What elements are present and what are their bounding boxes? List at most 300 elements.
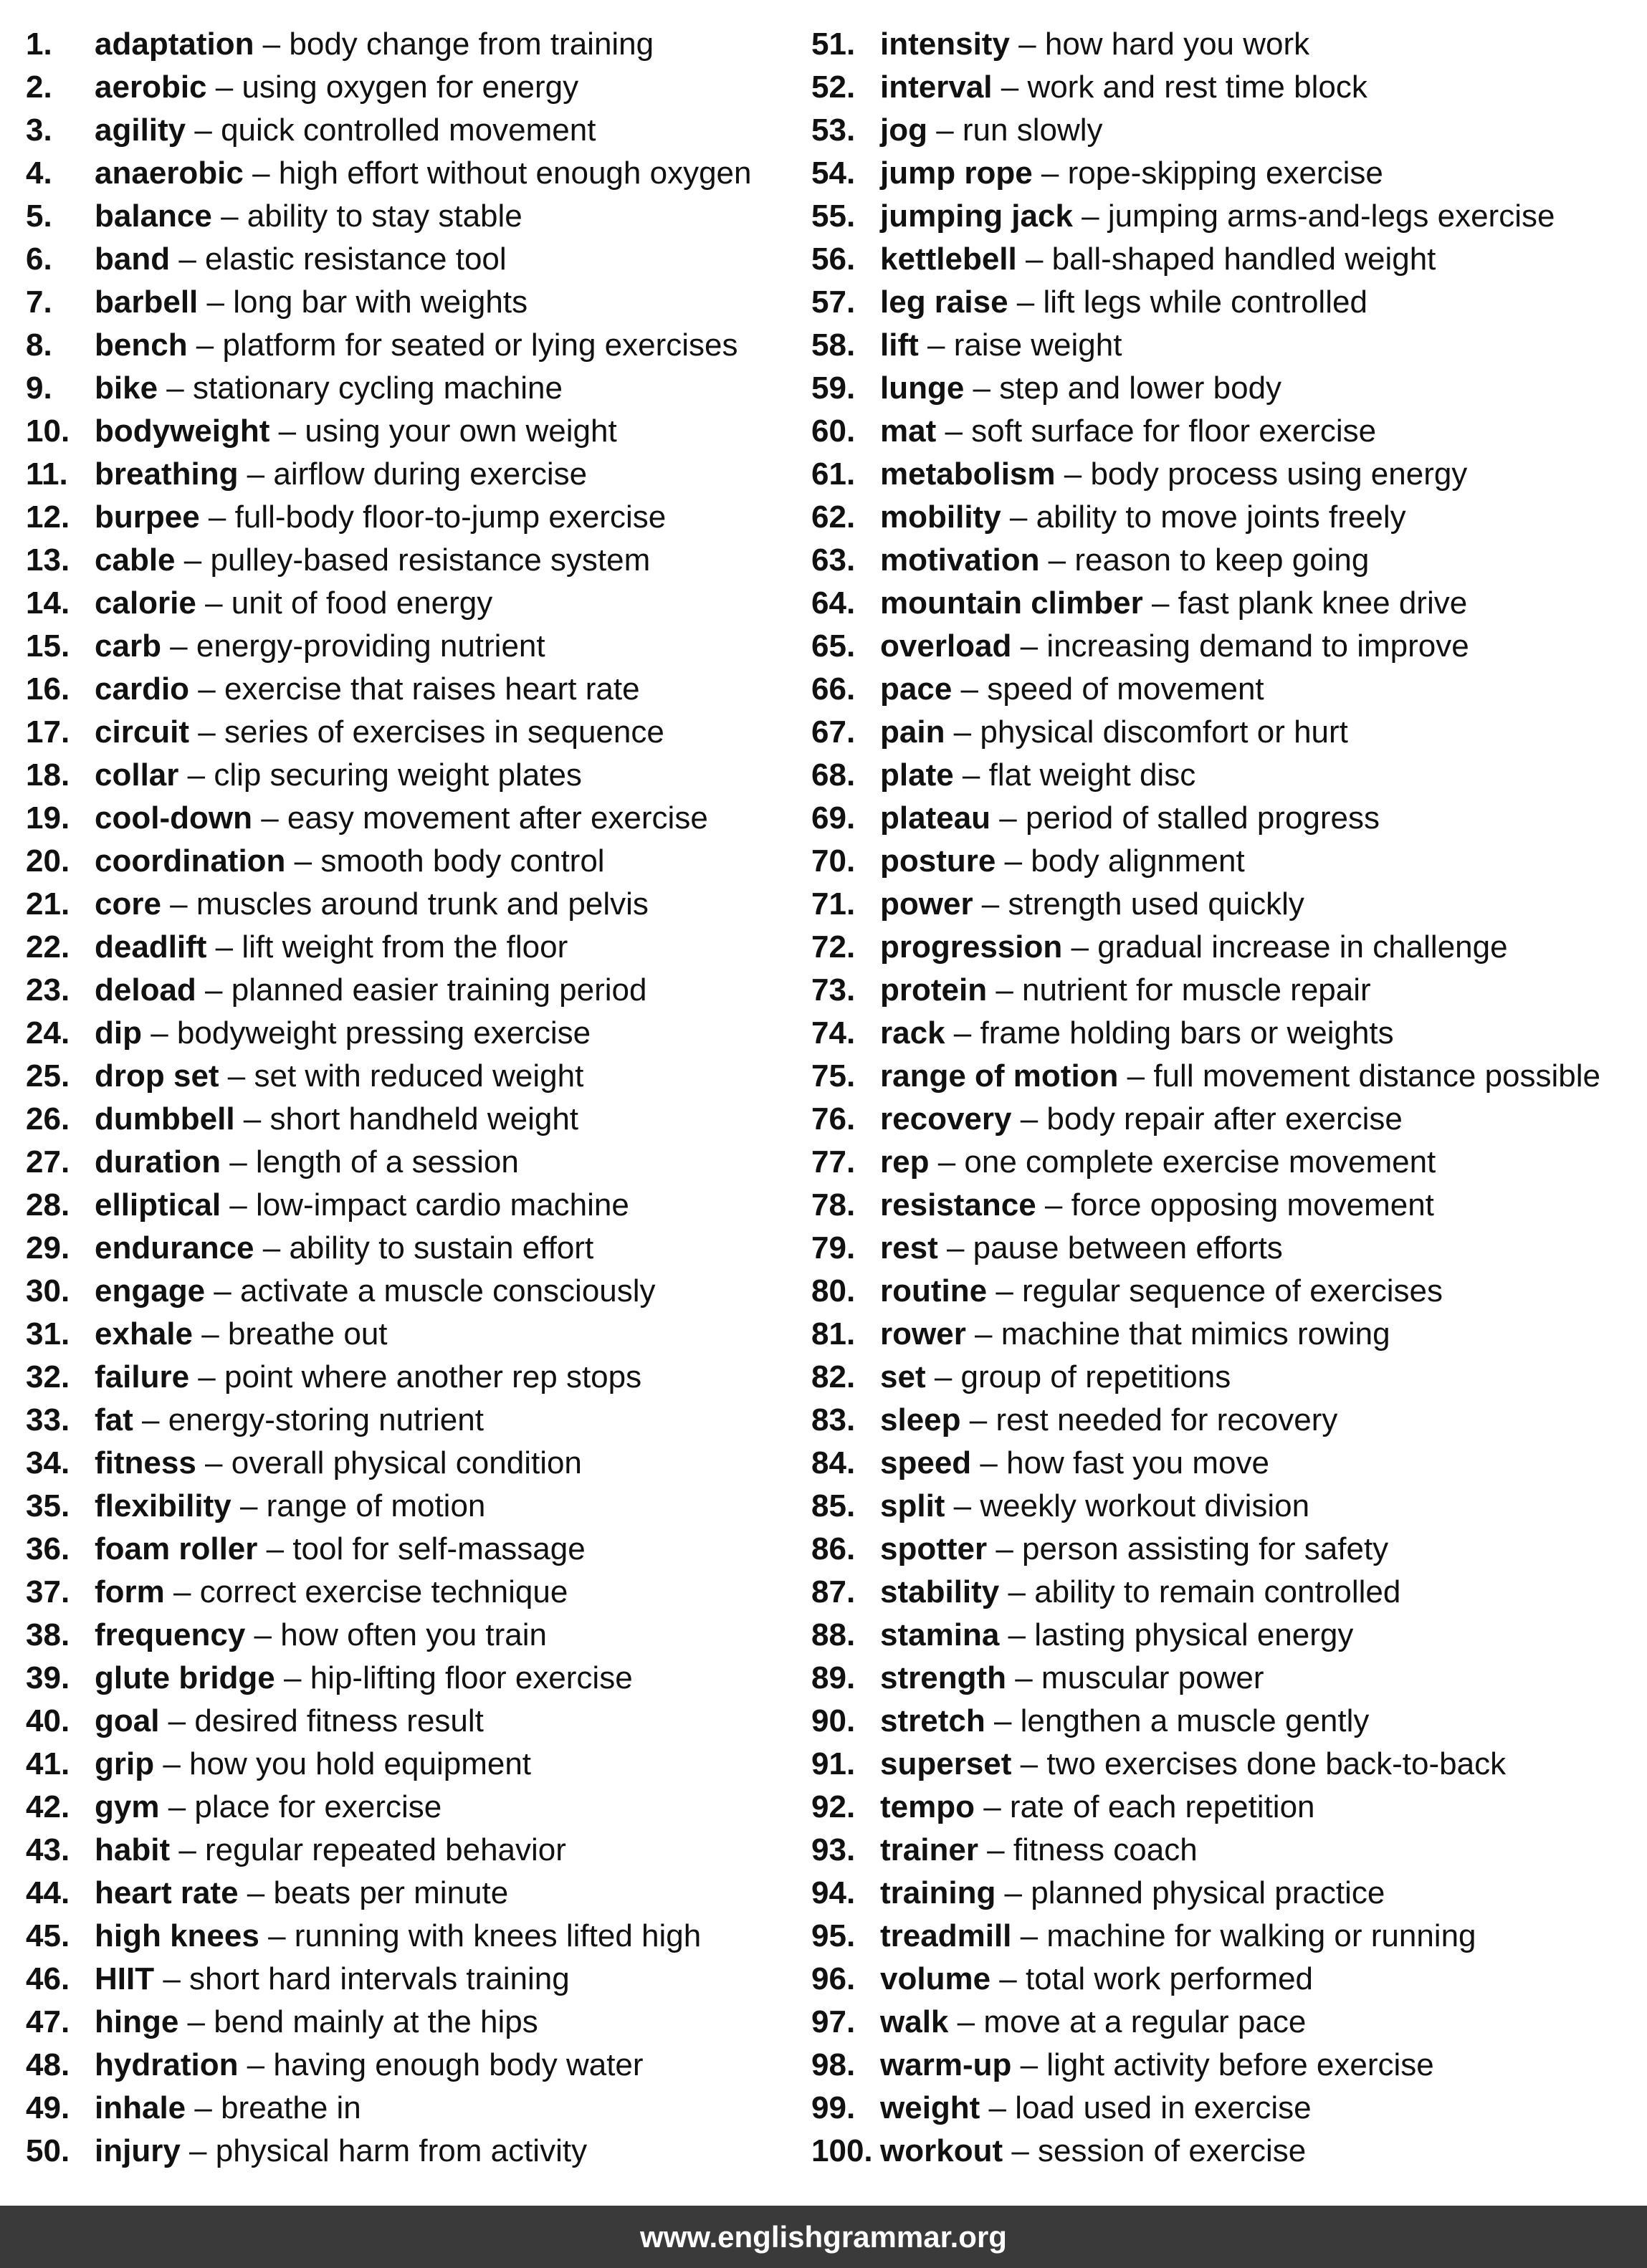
- vocabulary-entry: [811, 969, 1636, 1012]
- vocabulary-entry: [811, 1657, 1636, 1700]
- entry-term: glute bridge: [95, 1660, 275, 1695]
- entry-number: 41.: [26, 1746, 70, 1781]
- vocabulary-entry: [26, 1829, 807, 1872]
- entry-term: volume: [880, 1961, 991, 1996]
- entry-definition: how hard you work: [1044, 27, 1310, 62]
- entry-definition: exercise that raises heart rate: [224, 671, 640, 707]
- entry-separator: –: [245, 1617, 281, 1652]
- entry-separator: –: [980, 2090, 1016, 2125]
- vocabulary-entry: [26, 1313, 807, 1356]
- entry-term: circuit: [95, 714, 190, 750]
- entry-term: core: [95, 886, 161, 922]
- vocabulary-entry: [811, 711, 1636, 754]
- entry-number: 71.: [811, 886, 856, 922]
- entry-number: 53.: [811, 113, 856, 148]
- entry-term: breathing: [95, 456, 239, 492]
- entry-definition: step and lower body: [999, 370, 1282, 406]
- entry-number: 88.: [811, 1617, 856, 1652]
- entry-definition: running with knees lifted high: [294, 1918, 702, 1953]
- entry-separator: –: [274, 1660, 310, 1695]
- entry-number: 85.: [811, 1488, 856, 1523]
- entry-number: 73.: [811, 972, 856, 1008]
- entry-definition: rate of each repetition: [1009, 1789, 1315, 1824]
- vocabulary-entry: [26, 109, 807, 152]
- entry-term: warm-up: [880, 2047, 1012, 2082]
- vocabulary-entry: [26, 1614, 807, 1657]
- entry-term: duration: [95, 1144, 221, 1180]
- entry-separator: –: [973, 886, 1008, 922]
- entry-separator: –: [1011, 2047, 1047, 2082]
- entry-term: gym: [95, 1789, 160, 1824]
- entry-number: 2.: [26, 70, 52, 105]
- entry-definition: speed of movement: [987, 671, 1264, 707]
- entry-separator: –: [220, 1144, 256, 1180]
- entry-term: failure: [95, 1359, 190, 1394]
- entry-number: 75.: [811, 1058, 856, 1094]
- vocabulary-entry: [811, 1055, 1636, 1098]
- vocabulary-entry: [811, 668, 1636, 711]
- entry-number: 50.: [26, 2133, 70, 2168]
- entry-number: 31.: [26, 1316, 70, 1351]
- entry-separator: –: [927, 113, 963, 148]
- entry-definition: ability to move joints freely: [1036, 499, 1406, 535]
- entry-term: rep: [880, 1144, 930, 1180]
- entry-separator: –: [971, 1445, 1007, 1480]
- vocabulary-entry: [26, 625, 807, 668]
- vocabulary-entry: [811, 840, 1636, 883]
- vocabulary-entry: [811, 1442, 1636, 1485]
- entry-number: 9.: [26, 370, 52, 406]
- entry-definition: machine that mimics rowing: [1001, 1316, 1390, 1351]
- entry-separator: –: [1011, 1101, 1047, 1137]
- vocabulary-entry: [811, 238, 1636, 281]
- entry-definition: body alignment: [1031, 843, 1245, 879]
- entry-definition: breathe in: [221, 2090, 361, 2125]
- entry-number: 10.: [26, 413, 70, 449]
- vocabulary-entry: [26, 1700, 807, 1743]
- entry-number: 40.: [26, 1703, 70, 1738]
- entry-definition: point where another rep stops: [224, 1359, 642, 1394]
- entry-term: mountain climber: [880, 585, 1143, 621]
- entry-definition: clip securing weight plates: [214, 757, 582, 793]
- entry-definition: having enough body water: [273, 2047, 644, 2082]
- entry-term: stamina: [880, 1617, 1000, 1652]
- vocabulary-entry: [811, 496, 1636, 539]
- entry-term: engage: [95, 1273, 206, 1308]
- entry-number: 60.: [811, 413, 856, 449]
- vocabulary-entry: [811, 1399, 1636, 1442]
- entry-term: walk: [880, 2004, 949, 2039]
- entry-separator: –: [178, 757, 214, 793]
- entry-separator: –: [978, 1832, 1013, 1867]
- vocabulary-entry: [811, 582, 1636, 625]
- entry-definition: muscular power: [1041, 1660, 1264, 1695]
- entry-term: calorie: [95, 585, 196, 621]
- entry-definition: fast plank knee drive: [1178, 585, 1468, 621]
- entry-separator: –: [254, 27, 290, 62]
- entry-term: intensity: [880, 27, 1010, 62]
- vocabulary-entry: [26, 496, 807, 539]
- entry-definition: rope-skipping exercise: [1067, 155, 1383, 191]
- entry-definition: stationary cycling machine: [192, 370, 563, 406]
- entry-number: 18.: [26, 757, 70, 793]
- entry-definition: reason to keep going: [1074, 542, 1370, 578]
- entry-term: progression: [880, 929, 1063, 965]
- vocabulary-entry: [811, 1786, 1636, 1829]
- vocabulary-entry: [26, 410, 807, 453]
- vocabulary-entry: [811, 1915, 1636, 1958]
- vocabulary-entry: [811, 1141, 1636, 1184]
- entry-term: injury: [95, 2133, 181, 2168]
- entry-number: 82.: [811, 1359, 856, 1394]
- entry-term: range of motion: [880, 1058, 1119, 1094]
- entry-separator: –: [192, 1316, 228, 1351]
- entry-term: speed: [880, 1445, 972, 1480]
- entry-separator: –: [999, 1617, 1035, 1652]
- entry-number: 30.: [26, 1273, 70, 1308]
- entry-separator: –: [154, 1961, 190, 1996]
- entry-term: adaptation: [95, 27, 254, 62]
- entry-definition: how fast you move: [1006, 1445, 1269, 1480]
- vocabulary-entry: [26, 1958, 807, 2001]
- entry-number: 13.: [26, 542, 70, 578]
- entry-separator: –: [175, 542, 211, 578]
- entry-term: balance: [95, 198, 212, 234]
- entry-definition: physical discomfort or hurt: [980, 714, 1348, 750]
- entry-term: jog: [880, 113, 927, 148]
- vocabulary-entry: [811, 797, 1636, 840]
- entry-separator: –: [170, 241, 206, 277]
- entry-definition: energy-providing nutrient: [196, 628, 545, 664]
- entry-separator: –: [186, 113, 221, 148]
- vocabulary-entry: [811, 1485, 1636, 1528]
- entry-separator: –: [985, 1703, 1021, 1738]
- entry-separator: –: [231, 1488, 267, 1523]
- entry-definition: beats per minute: [273, 1875, 509, 1910]
- entry-definition: low-impact cardio machine: [256, 1187, 629, 1222]
- entry-definition: full movement distance possible: [1153, 1058, 1601, 1094]
- vocabulary-entry: [26, 453, 807, 496]
- entry-separator: –: [987, 1273, 1023, 1308]
- entry-definition: gradual increase in challenge: [1097, 929, 1508, 965]
- footer-bar: [0, 2206, 1647, 2268]
- vocabulary-entry: [26, 840, 807, 883]
- entry-term: mobility: [880, 499, 1001, 535]
- vocabulary-entry: [26, 1098, 807, 1141]
- entry-separator: –: [234, 1101, 270, 1137]
- entry-definition: hip-lifting floor exercise: [310, 1660, 633, 1695]
- vocabulary-entry: [811, 2044, 1636, 2087]
- entry-term: fat: [95, 1402, 133, 1437]
- entry-number: 68.: [811, 757, 856, 793]
- entry-term: posture: [880, 843, 996, 879]
- footer-url[interactable]: www.englishgrammar.org: [640, 2220, 1007, 2254]
- entry-definition: using oxygen for energy: [242, 70, 579, 105]
- entry-term: drop set: [95, 1058, 219, 1094]
- entry-separator: –: [243, 155, 279, 191]
- entry-definition: regular sequence of exercises: [1022, 1273, 1443, 1308]
- entry-term: bodyweight: [95, 413, 270, 449]
- entry-definition: body repair after exercise: [1046, 1101, 1403, 1137]
- entry-term: treadmill: [880, 1918, 1012, 1953]
- entry-definition: fitness coach: [1013, 1832, 1198, 1867]
- entry-term: frequency: [95, 1617, 246, 1652]
- vocabulary-entry: [26, 969, 807, 1012]
- entry-definition: group of repetitions: [960, 1359, 1231, 1394]
- entry-separator: –: [996, 843, 1031, 879]
- entry-term: grip: [95, 1746, 155, 1781]
- vocabulary-entry: [26, 1528, 807, 1571]
- entry-separator: –: [1008, 284, 1044, 320]
- entry-definition: session of exercise: [1038, 2133, 1307, 2168]
- entry-number: 11.: [26, 456, 68, 492]
- entry-number: 72.: [811, 929, 856, 965]
- entry-separator: –: [1072, 198, 1108, 234]
- vocabulary-entry: [811, 281, 1636, 324]
- entry-term: bench: [95, 327, 188, 363]
- entry-number: 52.: [811, 70, 856, 105]
- entry-separator: –: [960, 1402, 996, 1437]
- entry-number: 64.: [811, 585, 856, 621]
- entry-separator: –: [158, 370, 193, 406]
- entry-definition: airflow during exercise: [273, 456, 588, 492]
- entry-term: sleep: [880, 1402, 961, 1437]
- entry-term: foam roller: [95, 1531, 258, 1566]
- entry-term: overload: [880, 628, 1012, 664]
- entry-term: flexibility: [95, 1488, 231, 1523]
- entry-separator: –: [1062, 929, 1098, 965]
- entry-number: 74.: [811, 1015, 856, 1051]
- entry-number: 90.: [811, 1703, 856, 1738]
- entry-number: 62.: [811, 499, 856, 535]
- vocabulary-entry: [811, 109, 1636, 152]
- entry-term: HIIT: [95, 1961, 155, 1996]
- entry-number: 89.: [811, 1660, 856, 1695]
- entry-term: superset: [880, 1746, 1012, 1781]
- vocabulary-entry: [26, 195, 807, 238]
- right-column: [811, 23, 1636, 2173]
- entry-number: 6.: [26, 241, 52, 277]
- entry-definition: lengthen a muscle gently: [1020, 1703, 1370, 1738]
- entry-term: power: [880, 886, 973, 922]
- entry-term: form: [95, 1574, 165, 1609]
- entry-number: 86.: [811, 1531, 856, 1566]
- entry-separator: –: [206, 70, 242, 105]
- entry-definition: activate a muscle consciously: [239, 1273, 656, 1308]
- entry-number: 46.: [26, 1961, 70, 1996]
- entry-definition: place for exercise: [194, 1789, 442, 1824]
- entry-definition: one complete exercise movement: [964, 1144, 1436, 1180]
- entry-definition: work and rest time block: [1027, 70, 1367, 105]
- entry-definition: body change from training: [289, 27, 654, 62]
- vocabulary-entry: [811, 1184, 1636, 1227]
- entry-term: workout: [880, 2133, 1003, 2168]
- entry-definition: tool for self-massage: [292, 1531, 586, 1566]
- entry-separator: –: [205, 1273, 240, 1308]
- entry-number: 61.: [811, 456, 856, 492]
- entry-separator: –: [1009, 27, 1045, 62]
- entry-number: 35.: [26, 1488, 70, 1523]
- entry-number: 76.: [811, 1101, 856, 1137]
- entry-separator: –: [992, 70, 1028, 105]
- entry-separator: –: [1039, 542, 1075, 578]
- vocabulary-entry: [811, 539, 1636, 582]
- entry-definition: quick controlled movement: [221, 113, 596, 148]
- entry-number: 67.: [811, 714, 856, 750]
- vocabulary-entry: [26, 1184, 807, 1227]
- entry-term: dumbbell: [95, 1101, 235, 1137]
- entry-term: jumping jack: [880, 198, 1073, 234]
- entry-term: tempo: [880, 1789, 975, 1824]
- entry-definition: increasing demand to improve: [1046, 628, 1469, 664]
- entry-definition: machine for walking or running: [1046, 1918, 1476, 1953]
- vocabulary-entry: [811, 1958, 1636, 2001]
- vocabulary-entry: [26, 1055, 807, 1098]
- vocabulary-entry: [811, 1313, 1636, 1356]
- vocabulary-entry: [26, 238, 807, 281]
- entry-definition: unit of food energy: [231, 585, 493, 621]
- entry-number: 55.: [811, 198, 856, 234]
- vocabulary-entry: [26, 797, 807, 840]
- entry-number: 95.: [811, 1918, 856, 1953]
- entry-number: 39.: [26, 1660, 70, 1695]
- entry-term: split: [880, 1488, 945, 1523]
- entry-separator: –: [953, 757, 989, 793]
- entry-separator: –: [1032, 155, 1068, 191]
- entry-term: metabolism: [880, 456, 1056, 492]
- vocabulary-entry: [811, 1528, 1636, 1571]
- entry-term: rest: [880, 1230, 938, 1265]
- entry-number: 15.: [26, 628, 70, 664]
- entry-number: 97.: [811, 2004, 856, 2039]
- entry-number: 59.: [811, 370, 856, 406]
- vocabulary-entry: [26, 1657, 807, 1700]
- entry-separator: –: [1003, 2133, 1039, 2168]
- entry-definition: frame holding bars or weights: [980, 1015, 1394, 1051]
- vocabulary-entry: [26, 2044, 807, 2087]
- vocabulary-entry: [811, 66, 1636, 109]
- vocabulary-entry: [26, 66, 807, 109]
- entry-number: 78.: [811, 1187, 856, 1222]
- vocabulary-entry: [811, 754, 1636, 797]
- entry-separator: –: [170, 1832, 206, 1867]
- entry-separator: –: [180, 2133, 216, 2168]
- entry-term: mat: [880, 413, 937, 449]
- entry-number: 7.: [26, 284, 52, 320]
- vocabulary-entry: [811, 367, 1636, 410]
- entry-separator: –: [196, 972, 231, 1008]
- vocabulary-entry: [811, 1571, 1636, 1614]
- entry-term: fitness: [95, 1445, 196, 1480]
- entry-definition: range of motion: [266, 1488, 486, 1523]
- entry-number: 66.: [811, 671, 856, 707]
- vocabulary-entry: [811, 1098, 1636, 1141]
- entry-separator: –: [945, 1488, 980, 1523]
- entry-number: 51.: [811, 27, 856, 62]
- entry-separator: –: [196, 585, 231, 621]
- entry-definition: ball-shaped handled weight: [1051, 241, 1436, 277]
- entry-term: anaerobic: [95, 155, 244, 191]
- entry-number: 45.: [26, 1918, 70, 1953]
- entry-term: cool-down: [95, 800, 252, 836]
- vocabulary-entry: [26, 1743, 807, 1786]
- entry-number: 56.: [811, 241, 856, 277]
- entry-separator: –: [945, 714, 980, 750]
- entry-definition: ability to stay stable: [247, 198, 522, 234]
- entry-definition: lasting physical energy: [1034, 1617, 1354, 1652]
- entry-number: 24.: [26, 1015, 70, 1051]
- entry-number: 12.: [26, 499, 70, 535]
- entry-number: 99.: [811, 2090, 856, 2125]
- entry-term: kettlebell: [880, 241, 1017, 277]
- entry-separator: –: [238, 1875, 274, 1910]
- entry-definition: pulley-based resistance system: [210, 542, 651, 578]
- entry-term: bike: [95, 370, 158, 406]
- entry-term: cable: [95, 542, 176, 578]
- entry-separator: –: [964, 370, 1000, 406]
- entry-definition: correct exercise technique: [199, 1574, 568, 1609]
- entry-definition: lift weight from the floor: [242, 929, 568, 965]
- vocabulary-entry: [26, 1571, 807, 1614]
- entry-separator: –: [990, 1961, 1026, 1996]
- entry-definition: series of exercises in sequence: [224, 714, 664, 750]
- entry-separator: –: [187, 327, 223, 363]
- entry-term: cardio: [95, 671, 190, 707]
- entry-number: 42.: [26, 1789, 70, 1824]
- entry-definition: ability to sustain effort: [289, 1230, 594, 1265]
- entry-separator: –: [1142, 585, 1178, 621]
- entry-term: hinge: [95, 2004, 179, 2039]
- entry-definition: how often you train: [280, 1617, 548, 1652]
- vocabulary-entry: [811, 324, 1636, 367]
- entry-separator: –: [189, 1359, 224, 1394]
- entry-number: 1.: [26, 27, 52, 62]
- entry-term: plate: [880, 757, 954, 793]
- entry-number: 57.: [811, 284, 856, 320]
- entry-number: 25.: [26, 1058, 70, 1094]
- entry-separator: –: [975, 1789, 1010, 1824]
- entry-separator: –: [269, 413, 305, 449]
- entry-definition: load used in exercise: [1015, 2090, 1312, 2125]
- vocabulary-entry: [26, 926, 807, 969]
- entry-number: 27.: [26, 1144, 70, 1180]
- entry-term: habit: [95, 1832, 171, 1867]
- entry-number: 26.: [26, 1101, 70, 1137]
- entry-number: 65.: [811, 628, 856, 664]
- entry-separator: –: [1036, 1187, 1071, 1222]
- entry-definition: period of stalled progress: [1025, 800, 1380, 836]
- entry-separator: –: [199, 499, 235, 535]
- entry-separator: –: [1011, 1918, 1047, 1953]
- entry-number: 84.: [811, 1445, 856, 1480]
- entry-separator: –: [936, 413, 972, 449]
- vocabulary-entry: [26, 754, 807, 797]
- entry-definition: desired fitness result: [194, 1703, 484, 1738]
- entry-term: motivation: [880, 542, 1040, 578]
- entry-separator: –: [189, 671, 224, 707]
- vocabulary-entry: [26, 1270, 807, 1313]
- vocabulary-entry: [26, 2130, 807, 2173]
- vocabulary-entry: [26, 23, 807, 66]
- entry-term: pace: [880, 671, 953, 707]
- entry-separator: –: [254, 1230, 290, 1265]
- entry-term: dip: [95, 1015, 142, 1051]
- entry-number: 8.: [26, 327, 52, 363]
- entry-definition: set with reduced weight: [254, 1058, 584, 1094]
- entry-number: 34.: [26, 1445, 70, 1480]
- entry-definition: run slowly: [962, 113, 1103, 148]
- entry-definition: regular repeated behavior: [205, 1832, 566, 1867]
